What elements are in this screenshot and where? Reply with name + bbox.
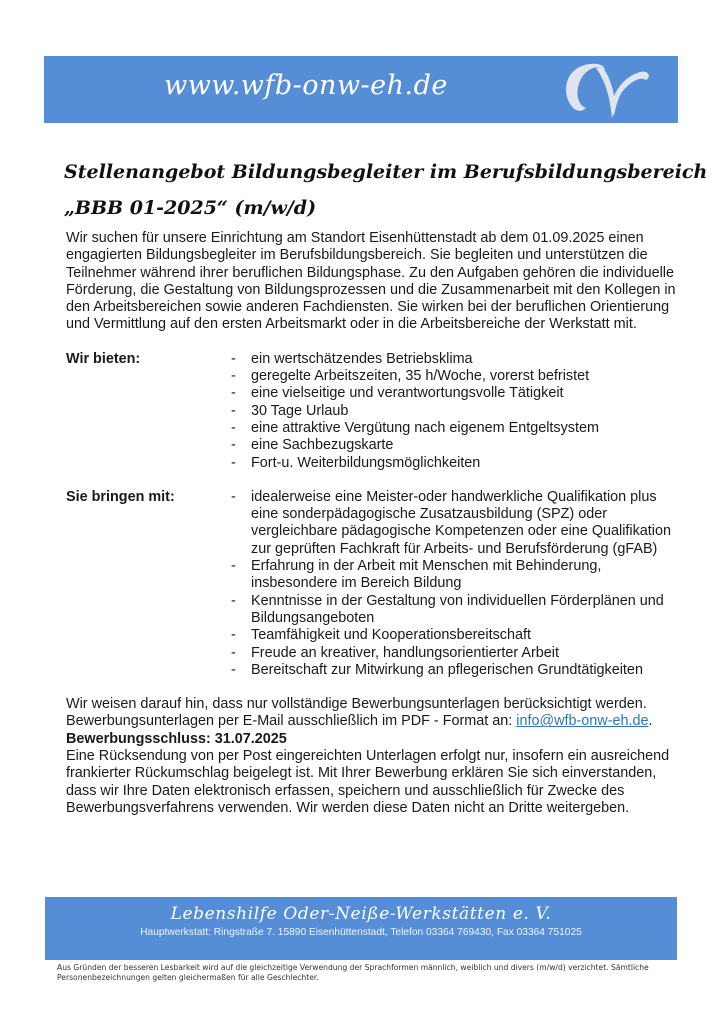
bullet-dash: -: [231, 402, 236, 419]
intro-paragraph: Wir suchen für unsere Einrichtung am Standort Eisenhüttenstadt ab dem 01.09.2025 einen engagierten Bildungsbegleiter im Berufsbildungsbereich. Sie begleiten und unterstützen die Teilnehmer während ihrer beruflichen Bildungsphase. Zu den Aufgaben gehören die individuelle Förderung, die Gestaltung von Bildungsprozessen und die Zusammenarbeit mit den Kollegen in den Arbeitsbereichen sowie anderen Fachdiensten. Sie wirken bei der beruflichen Orientierung und Vermittlung auf den ersten Arbeitsmarkt oder in die Arbeitsbereiche der Werkstatt mit.: [66, 230, 676, 333]
footer-banner: [45, 897, 677, 960]
return-notice: Eine Rücksendung von per Post eingereichten Unterlagen erfolgt nur, insofern ein ausreichend frankierter Rückumschlag beigelegt ist. Mit Ihrer Bewerbung erklären Sie sich einverstanden, dass wir Ihre Daten elektronisch erfassen, speichern und ausschließlich für Zwecke des Bewerbungsverfahrens verwenden. Wir werden diese Daten nicht an Dritte weitergeben.: [66, 748, 670, 816]
bullet-dash: -: [231, 419, 236, 436]
job-title: Stellenangebot Bildungsbegleiter im Berufsbildungsbereich: [64, 161, 708, 183]
requirements-item-text: Freude an kreativer, handlungsorientierter Arbeit: [251, 644, 559, 661]
header-banner: [44, 56, 678, 123]
offers-item-text: geregelte Arbeitszeiten, 35 h/Woche, vorerst befristet: [251, 368, 590, 385]
lebenshilfe-logo-icon: [556, 58, 656, 122]
requirements-item: [231, 489, 678, 558]
application-notice: Wir weisen darauf hin, dass nur vollständige Bewerbungsunterlagen berücksichtigt werden. Bewerbungsunterlagen per E-Mail ausschließlich im PDF - Format an:: [66, 696, 647, 730]
closing-paragraph: [66, 696, 678, 817]
offers-item: [231, 403, 678, 420]
offers-item: [231, 385, 678, 402]
application-deadline: Bewerbungsschluss: 31.07.2025: [66, 730, 287, 747]
offers-item-text: eine Sachbezugskarte: [251, 437, 394, 454]
offers-item-text: ein wertschätzendes Betriebsklima: [251, 350, 473, 367]
offers-item: [231, 420, 678, 437]
offers-label: Wir bieten:: [66, 350, 141, 367]
requirements-item: [231, 627, 678, 644]
bullet-dash: -: [231, 385, 236, 402]
requirements-item-text: Teamfähigkeit und Kooperationsbereitschaft: [251, 627, 531, 644]
offers-item-text: 30 Tage Urlaub: [251, 402, 349, 419]
email-punctuation: .: [648, 713, 653, 730]
requirements-list: [231, 489, 678, 679]
bullet-dash: -: [231, 350, 236, 367]
bullet-dash: -: [231, 437, 236, 454]
organization-address: Hauptwerkstatt: Ringstraße 7. 15890 Eisenhüttenstadt, Telefon 03364 769430, Fax 03364 751025: [140, 927, 582, 938]
requirements-item: [231, 558, 678, 593]
bullet-dash: -: [231, 661, 236, 678]
requirements-item-text: idealerweise eine Meister-oder handwerkliche Qualifikation plus eine sonderpädagogische Zusatzausbildung (SPZ) oder vergleichbare pädagogische Kompetenzen oder eine Qualifikation zur geprüften Fachkraft für Arbeits- und Berufsförderung (gFAB): [251, 488, 672, 557]
offers-list: [231, 351, 678, 472]
bullet-dash: -: [231, 454, 236, 471]
requirements-item: [231, 593, 678, 628]
job-reference: „BBB 01-2025“ (m/w/d): [64, 197, 317, 219]
offers-item: [231, 368, 678, 385]
email-link[interactable]: info@wfb-onw-eh.de: [516, 713, 649, 730]
requirements-label: Sie bringen mit:: [66, 488, 175, 505]
offers-item: [231, 351, 678, 368]
requirements-item-text: Kenntnisse in der Gestaltung von individuellen Förderplänen und Bildungsangeboten: [251, 592, 664, 626]
organization-name: Lebenshilfe Oder-Neiße-Werkstätten e. V.: [170, 904, 552, 924]
bullet-dash: -: [231, 627, 236, 644]
bullet-dash: -: [231, 592, 236, 609]
offers-item-text: eine attraktive Vergütung nach eigenem Entgeltsystem: [251, 419, 599, 436]
requirements-item: [231, 645, 678, 662]
gender-disclaimer: Aus Gründen der besseren Lesbarkeit wird auf die gleichzeitige Verwendung der Sprachformen männlich, weiblich und divers (m/w/d) verzichtet. Sämtliche Personenbezeichnungen gelten gleichermaßen für alle Geschlechter.: [57, 963, 649, 982]
requirements-section: [66, 489, 678, 679]
offers-item: [231, 455, 678, 472]
requirements-item: [231, 662, 678, 679]
requirements-item-text: Erfahrung in der Arbeit mit Menschen mit Behinderung, insbesondere im Bereich Bildung: [251, 558, 602, 592]
offers-item-text: Fort-u. Weiterbildungsmöglichkeiten: [251, 454, 481, 471]
bullet-dash: -: [231, 488, 236, 505]
website-url[interactable]: www.wfb-onw-eh.de: [164, 70, 448, 101]
requirements-item-text: Bereitschaft zur Mitwirkung an pflegerischen Grundtätigkeiten: [251, 661, 643, 678]
bullet-dash: -: [231, 558, 236, 575]
offers-item: [231, 437, 678, 454]
bullet-dash: -: [231, 644, 236, 661]
offers-item-text: eine vielseitige und verantwortungsvolle Tätigkeit: [251, 385, 564, 402]
job-posting-content: [64, 160, 708, 817]
offers-section: [66, 351, 678, 472]
bullet-dash: -: [231, 368, 236, 385]
